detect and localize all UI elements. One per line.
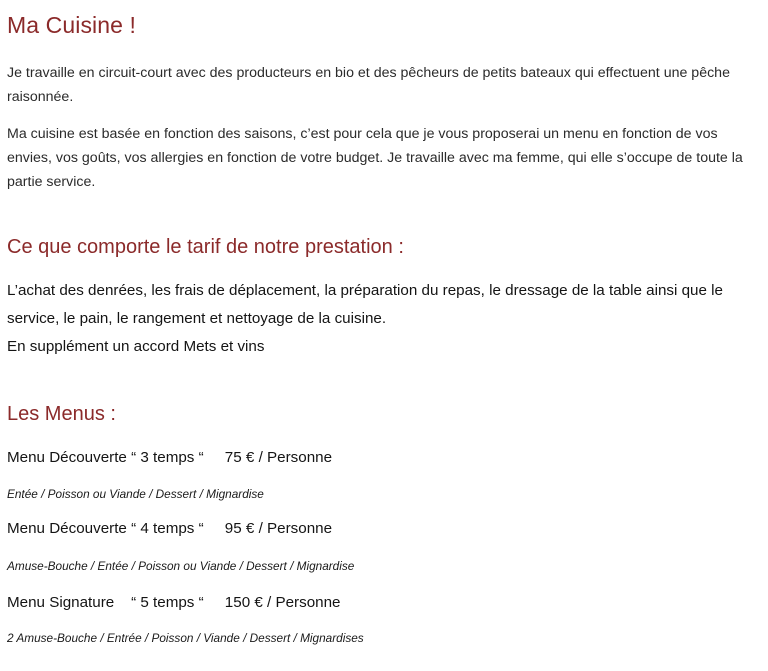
menu-price: 75 € / Personne [224, 449, 333, 466]
intro-paragraph-1: Je travaille en circuit-court avec des producteurs en bio et des pêcheurs de petits bateaux qui effectuent une pêche raisonnée. [7, 65, 730, 105]
menus-heading: Les Menus : [7, 403, 116, 425]
menu-details: Amuse-Bouche / Entée / Poisson ou Viande / Dessert / Mignardise [7, 559, 355, 573]
menu-item-1 [7, 449, 332, 466]
menu-price: 95 € / Personne [224, 520, 333, 537]
menu-item-3 [7, 594, 340, 611]
intro-paragraph-2: Ma cuisine est basée en fonction des saisons, c’est pour cela que je vous proposerai un menu en fonction de vos envies, vos goûts, vos allergies en fonction de votre budget. Je travaille avec ma femme, qui elle s’occupe de toute la partie service. [7, 126, 743, 190]
menu-name: Menu Signature “ 5 temps “ [7, 594, 204, 611]
menu-name: Menu Découverte “ 3 temps “ [7, 449, 204, 466]
page-title: Ma Cuisine ! [7, 12, 137, 38]
menu-price: 150 € / Personne [224, 594, 341, 611]
menu-details: Entée / Poisson ou Viande / Dessert / Mignardise [7, 487, 264, 501]
tarif-heading: Ce que comporte le tarif de notre prestation : [7, 236, 404, 258]
menu-details: 2 Amuse-Bouche / Entrée / Poisson / Viande / Dessert / Mignardises [7, 631, 364, 645]
tarif-description: L’achat des denrées, les frais de déplacement, la préparation du repas, le dressage de la table ainsi que le service, le pain, le rangement et nettoyage de la cuisine. [7, 282, 723, 327]
menu-item-2 [7, 520, 332, 537]
tarif-supplement: En supplément un accord Mets et vins [7, 338, 265, 355]
menu-name: Menu Découverte “ 4 temps “ [7, 520, 204, 537]
